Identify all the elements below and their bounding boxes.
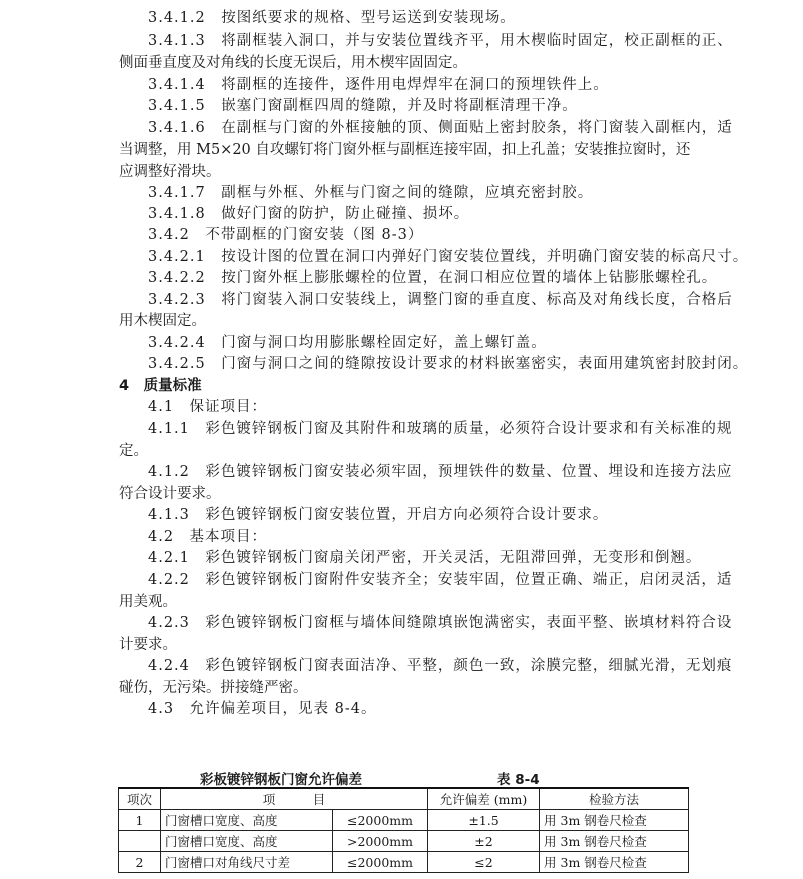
text-line: 4.2.1 彩色镀锌钢板门窗扇关闭严密，开关灵活，无阻滞回弹，无变形和倒翘。 xyxy=(148,550,702,566)
header-item: 项 目 xyxy=(161,788,428,810)
text-line: 应调整好滑块。 xyxy=(119,164,221,180)
text-line: 3.4.1.8 做好门窗的防护，防止碰撞、损坏。 xyxy=(148,206,470,222)
text-line: 3.4.1.5 嵌塞门窗副框四周的缝隙，并及时将副框清理干净。 xyxy=(148,98,578,114)
text-line: 3.4.1.4 将副框的连接件，逐件用电焊焊牢在洞口的预埋铁件上。 xyxy=(148,77,609,93)
cell-method: 用 3m 钢卷尺检查 xyxy=(540,852,689,873)
cell-tolerance: ±1.5 xyxy=(428,810,540,831)
text-line: 3.4.2.1 按设计图的位置在洞口内弹好门窗安装位置线，并明确门窗安装的标高尺寸。 xyxy=(148,249,749,265)
text-line: 用美观。 xyxy=(119,594,177,610)
cell-method: 用 3m 钢卷尺检查 xyxy=(540,810,689,831)
text-line: 3.4.2.3 将门窗装入洞口安装线上，调整门窗的垂直度、标高及对角线长度，合格后 xyxy=(148,292,733,308)
text-line: 3.4.2.5 门窗与洞口之间的缝隙按设计要求的材料嵌塞密实，表面用建筑密封胶封闭。 xyxy=(148,356,749,372)
cell-condition: ≤2000mm xyxy=(333,852,428,873)
cell-no: 1 xyxy=(119,810,161,831)
text-line: 4.1.3 彩色镀锌钢板门窗安装位置，开启方向必须符合设计要求。 xyxy=(148,507,609,523)
cell-tolerance: ±2 xyxy=(428,831,540,852)
text-line: 3.4.1.2 按图纸要求的规格、型号运送到安装现场。 xyxy=(148,10,516,26)
cell-condition: ≤2000mm xyxy=(333,810,428,831)
cell-method: 用 3m 钢卷尺检查 xyxy=(540,831,689,852)
tolerance-table xyxy=(118,787,689,873)
text-line: 用木楔固定。 xyxy=(119,313,206,329)
text-line: 定。 xyxy=(119,443,148,459)
text-line: 3.4.2.2 按门窗外框上膨胀螺栓的位置，在洞口相应位置的墙体上钻膨胀螺栓孔。 xyxy=(148,270,718,286)
header-method: 检验方法 xyxy=(540,788,689,810)
text-line: 当调整，用 M5×20 自攻螺钉将门窗外框与副框连接牢固，扣上孔盖；安装推拉窗时，还 xyxy=(119,142,691,158)
text-line: 3.4.2 不带副框的门窗安装（图 8-3） xyxy=(148,227,424,243)
header-no: 项次 xyxy=(119,788,161,810)
text-line: 4.3 允许偏差项目，见表 8-4。 xyxy=(148,701,377,717)
cell-condition: >2000mm xyxy=(333,831,428,852)
text-line: 4.2.2 彩色镀锌钢板门窗附件安装齐全；安装牢固，位置正确、端正，启闭灵活，适 xyxy=(148,572,733,588)
cell-item: 门窗槽口对角线尺寸差 xyxy=(161,852,333,873)
table-title: 彩板镀锌钢板门窗允许偏差 xyxy=(200,772,362,788)
text-line: 侧面垂直度及对角线的长度无误后，用木楔牢固固定。 xyxy=(119,55,467,71)
text-line: 4.1.2 彩色镀锌钢板门窗安装必须牢固，预埋铁件的数量、位置、埋设和连接方法应 xyxy=(148,464,733,480)
text-line: 计要求。 xyxy=(119,637,177,653)
table-row xyxy=(119,831,689,852)
text-line: 3.4.1.7 副框与外框、外框与门窗之间的缝隙，应填充密封胶。 xyxy=(148,185,594,201)
header-tolerance: 允许偏差 (mm) xyxy=(428,788,540,810)
cell-no: 2 xyxy=(119,852,161,873)
cell-tolerance: ≤2 xyxy=(428,852,540,873)
section-heading: 4 质量标准 xyxy=(119,378,202,394)
text-line: 3.4.2.4 门窗与洞口均用膨胀螺栓固定好，盖上螺钉盖。 xyxy=(148,335,547,351)
table-header-row xyxy=(119,788,689,810)
table-row xyxy=(119,810,689,831)
cell-no xyxy=(119,831,161,852)
cell-item: 门窗槽口宽度、高度 xyxy=(161,831,333,852)
text-line: 4.1 保证项目： xyxy=(148,399,268,415)
text-line: 符合设计要求。 xyxy=(119,486,221,502)
text-line: 4.2.4 彩色镀锌钢板门窗表面洁净、平整，颜色一致，涂膜完整，细腻光滑，无划痕 xyxy=(148,658,733,674)
text-line: 4.2 基本项目： xyxy=(148,529,268,545)
text-line: 3.4.1.3 将副框装入洞口，并与安装位置线齐平，用木楔临时固定，校正副框的正、 xyxy=(148,33,733,49)
table-number: 表 8-4 xyxy=(497,772,540,788)
text-line: 碰伤，无污染。拼接缝严密。 xyxy=(119,680,308,696)
text-line: 3.4.1.6 在副框与门窗的外框接触的顶、侧面贴上密封胶条，将门窗装入副框内，适 xyxy=(148,120,733,136)
text-line: 4.1.1 彩色镀锌钢板门窗及其附件和玻璃的质量，必须符合设计要求和有关标准的规 xyxy=(148,421,733,437)
text-line: 4.2.3 彩色镀锌钢板门窗框与墙体间缝隙填嵌饱满密实，表面平整、嵌填材料符合设 xyxy=(148,615,733,631)
table-row xyxy=(119,852,689,873)
cell-item: 门窗槽口宽度、高度 xyxy=(161,810,333,831)
